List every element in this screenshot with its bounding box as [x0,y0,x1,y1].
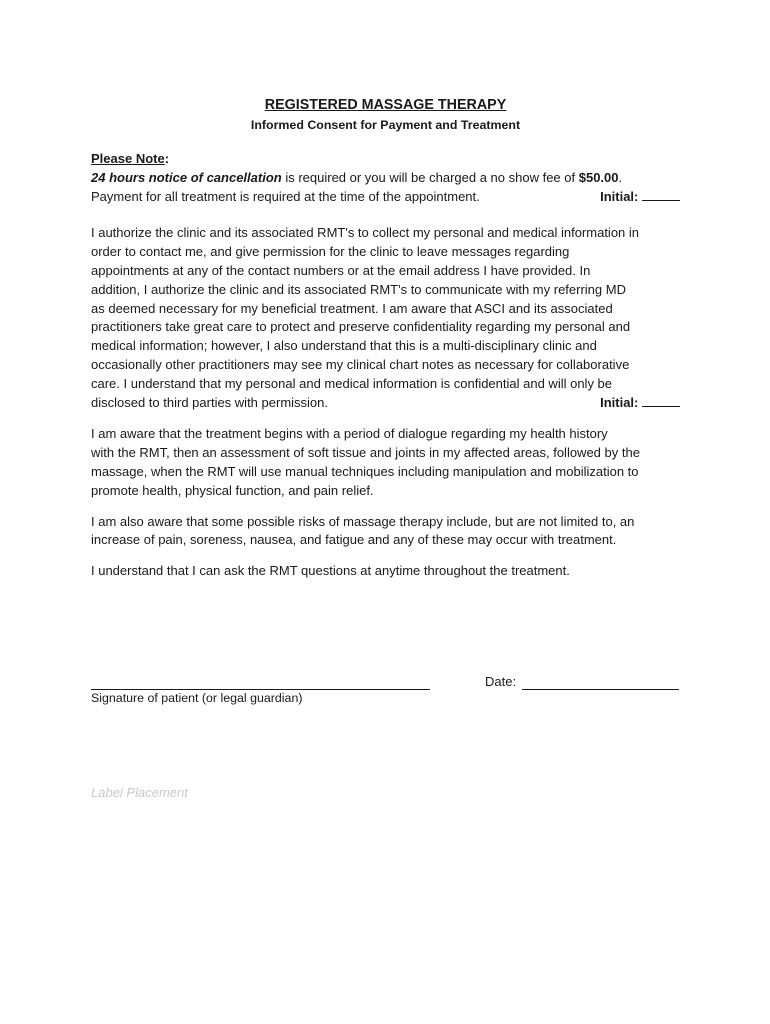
initial-label: Initial: [600,394,639,410]
please-note-heading [91,150,680,169]
label-placement-watermark: Label Placement [91,785,188,800]
initial-field-payment[interactable] [600,188,680,207]
authorization-paragraph [91,224,680,412]
initial-blank[interactable] [642,188,680,201]
paragraph-line: appointments at any of the contact numbers or at the email address I have provided. In [91,262,591,278]
paragraph-line: increase of pain, soreness, nausea, and fatigue and any of these may occur with treatment. [91,532,617,548]
treatment-paragraph [91,425,680,500]
form-subtitle: Informed Consent for Payment and Treatment [250,118,521,132]
form-body [91,96,680,581]
paragraph-line: occasionally other practitioners may see my clinical chart notes as necessary for collaborative [91,356,630,372]
date-line[interactable] [522,689,679,690]
signature-line[interactable] [91,689,430,690]
paragraph-line: practitioners take great care to protect and preserve confidentiality regarding my personal and [91,319,631,335]
date-label: Date: [485,674,517,689]
no-show-fee: $50.00 [578,169,619,185]
please-note-colon: : [164,151,170,166]
please-note-label: Please Note [91,151,165,166]
questions-paragraph [91,562,680,581]
initial-label: Initial: [600,188,639,204]
paragraph-line: promote health, physical function, and pain relief. [91,482,374,498]
paragraph-line: I authorize the clinic and its associated RMT's to collect my personal and medical information in [91,225,640,241]
paragraph-line: medical information; however, I also understand that this is a multi-disciplinary clinic and [91,338,597,354]
paragraph-line: care. I understand that my personal and medical information is confidential and will only be [91,375,613,391]
form-title: REGISTERED MASSAGE THERAPY [264,97,507,113]
initial-blank[interactable] [642,394,680,407]
initial-field-authorization[interactable] [600,394,680,413]
paragraph-line: with the RMT, then an assessment of soft tissue and joints in my affected areas, followed by the [91,445,640,461]
authorization-last-row [91,394,680,413]
paragraph-line: as deemed necessary for my beneficial treatment. I am aware that ASCI and its associated [91,300,613,316]
cancellation-policy [91,169,680,188]
paragraph-line: I am aware that the treatment begins with a period of dialogue regarding my health history [91,426,608,442]
signature-caption: Signature of patient (or legal guardian) [91,691,303,705]
risks-paragraph [91,513,680,551]
paragraph-line: I am also aware that some possible risks of massage therapy include, but are not limited to, an [91,513,635,529]
paragraph-line: disclosed to third parties with permission. [91,394,328,410]
cancellation-period: . [618,169,623,185]
paragraph-line: I understand that I can ask the RMT questions at anytime throughout the treatment. [91,563,570,579]
paragraph-line: order to contact me, and give permission for the clinic to leave messages regarding [91,244,570,260]
cancellation-text: is required or you will be charged a no show fee of [281,169,579,185]
paragraph-line: massage, when the RMT will use manual techniques including manipulation and mobilization to [91,463,639,479]
paragraph-line: addition, I authorize the clinic and its associated RMT's to communicate with my referring MD [91,281,626,297]
cancellation-notice-emphasis: 24 hours notice of cancellation [91,169,282,185]
payment-row [91,188,680,207]
payment-policy: Payment for all treatment is required at the time of the appointment. [91,188,480,204]
